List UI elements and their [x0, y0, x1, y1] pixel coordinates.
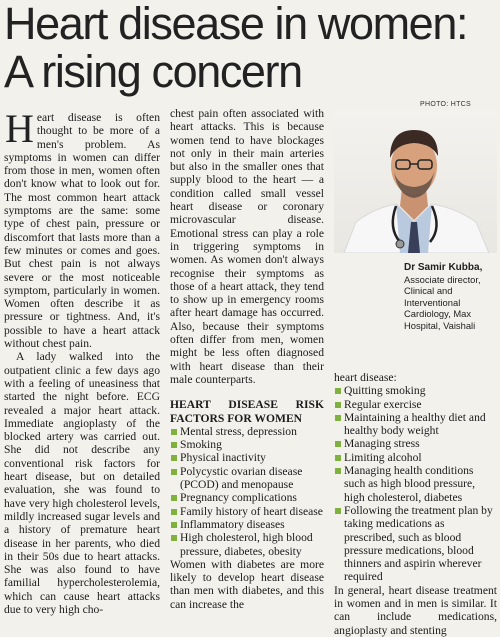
treatment-paragraph: In general, heart disease treatment in women and in men is similar. It can include medications, angioplasty and stenting — [334, 583, 497, 637]
list-item: Polycystic ovarian disease (PCOD) and menopause — [170, 465, 324, 492]
list-item: Limiting alcohol — [334, 451, 497, 464]
article-column-3 — [334, 371, 497, 637]
article-column-1 — [4, 106, 160, 616]
headline-line-2: A rising concern — [4, 46, 302, 97]
case-paragraph: A lady walked into the outpatient clinic a few days ago with a feeling of uneasiness that started the night before. ECG revealed a major heart attack. Immediate angioplasty of the blocked artery was carried out. She did not describe any conventional risk factors for heart disease, but on detailed evaluation, she was found to have very high cholesterol levels, mildly increased sugar levels and a history of premature heart disease in her parents, who died in their 50s due to heart attacks. She was also found to have familial hypercholesterolemia, which can cause heart attacks due to very high cho- — [4, 350, 160, 616]
list-item: Inflammatory diseases — [170, 518, 324, 531]
list-item: Managing stress — [334, 437, 497, 450]
list-item: High cholesterol, high blood pressure, diabetes, obesity — [170, 531, 324, 558]
list-item: Maintaining a healthy diet and healthy body weight — [334, 411, 497, 438]
list-item: Pregnancy complications — [170, 491, 324, 504]
caption-title: Associate director, Clinical and Interventional Cardiology, Max Hospital, Vaishali — [404, 273, 481, 331]
list-item: Mental stress, depression — [170, 425, 324, 438]
photo-caption — [404, 262, 498, 331]
drop-cap: H — [5, 106, 34, 151]
intro-paragraph — [4, 106, 160, 351]
list-item: Managing health conditions such as high blood pressure, high cholesterol, diabetes — [334, 464, 497, 504]
list-item: Family history of heart disease — [170, 505, 324, 518]
prevention-intro: heart disease: — [334, 371, 397, 384]
list-item: Physical inactivity — [170, 451, 324, 464]
list-item: Following the treatment plan by taking medications as prescribed, such as blood pressure medications, blood thinners and aspirin wherever required — [334, 504, 497, 584]
article-column-2 — [170, 107, 324, 611]
caption-name: Dr Samir Kubba, — [404, 262, 483, 273]
headline-line-1: Heart disease in women: — [4, 0, 468, 49]
list-item: Regular exercise — [334, 398, 497, 411]
photo-credit: PHOTO: HTCS — [420, 101, 472, 108]
intro-text: eart disease is often thought to be more of a men's problem. As symptoms in women can differ from those in men, women often don't know what to look out for. The most common heart attack symptoms are the same: some type of chest pain, pressure or discomfort that lasts more than a few minutes or comes and goes. But chest pain is not always severe or the most noticeable symptom, particularly in women. Women often describe it as pressure or tightness. And, it's possible to have a heart attack without chest pain. — [4, 111, 160, 351]
list-item: Quitting smoking — [334, 384, 497, 397]
doctor-portrait-image — [334, 110, 497, 253]
risk-factors-list — [170, 425, 324, 558]
risk-factors-heading: HEART DISEASE RISK FACTORS FOR WOMEN — [170, 398, 324, 425]
prevention-list — [334, 384, 497, 583]
doctor-photo — [334, 110, 497, 253]
list-item: Smoking — [170, 438, 324, 451]
diabetes-paragraph: Women with diabetes are more likely to develop heart disease than men with diabetes, and this can increase the — [170, 557, 324, 611]
symptoms-paragraph: chest pain often associated with heart attacks. This is because women tend to have blockages not only in their main arteries but also in the smaller ones that supply blood to the heart — a condition called small vessel heart disease or coronary microvascular disease. Emotional stress can play a role in triggering symptoms in women. As women don't always recognise their symptoms as those of a heart attack, they tend to show up in emergency rooms after heart damage has occurred. Also, because their symptoms often differ from men, women might be less often diagnosed with heart disease than their male counterparts. — [170, 107, 324, 386]
headline — [4, 0, 496, 96]
